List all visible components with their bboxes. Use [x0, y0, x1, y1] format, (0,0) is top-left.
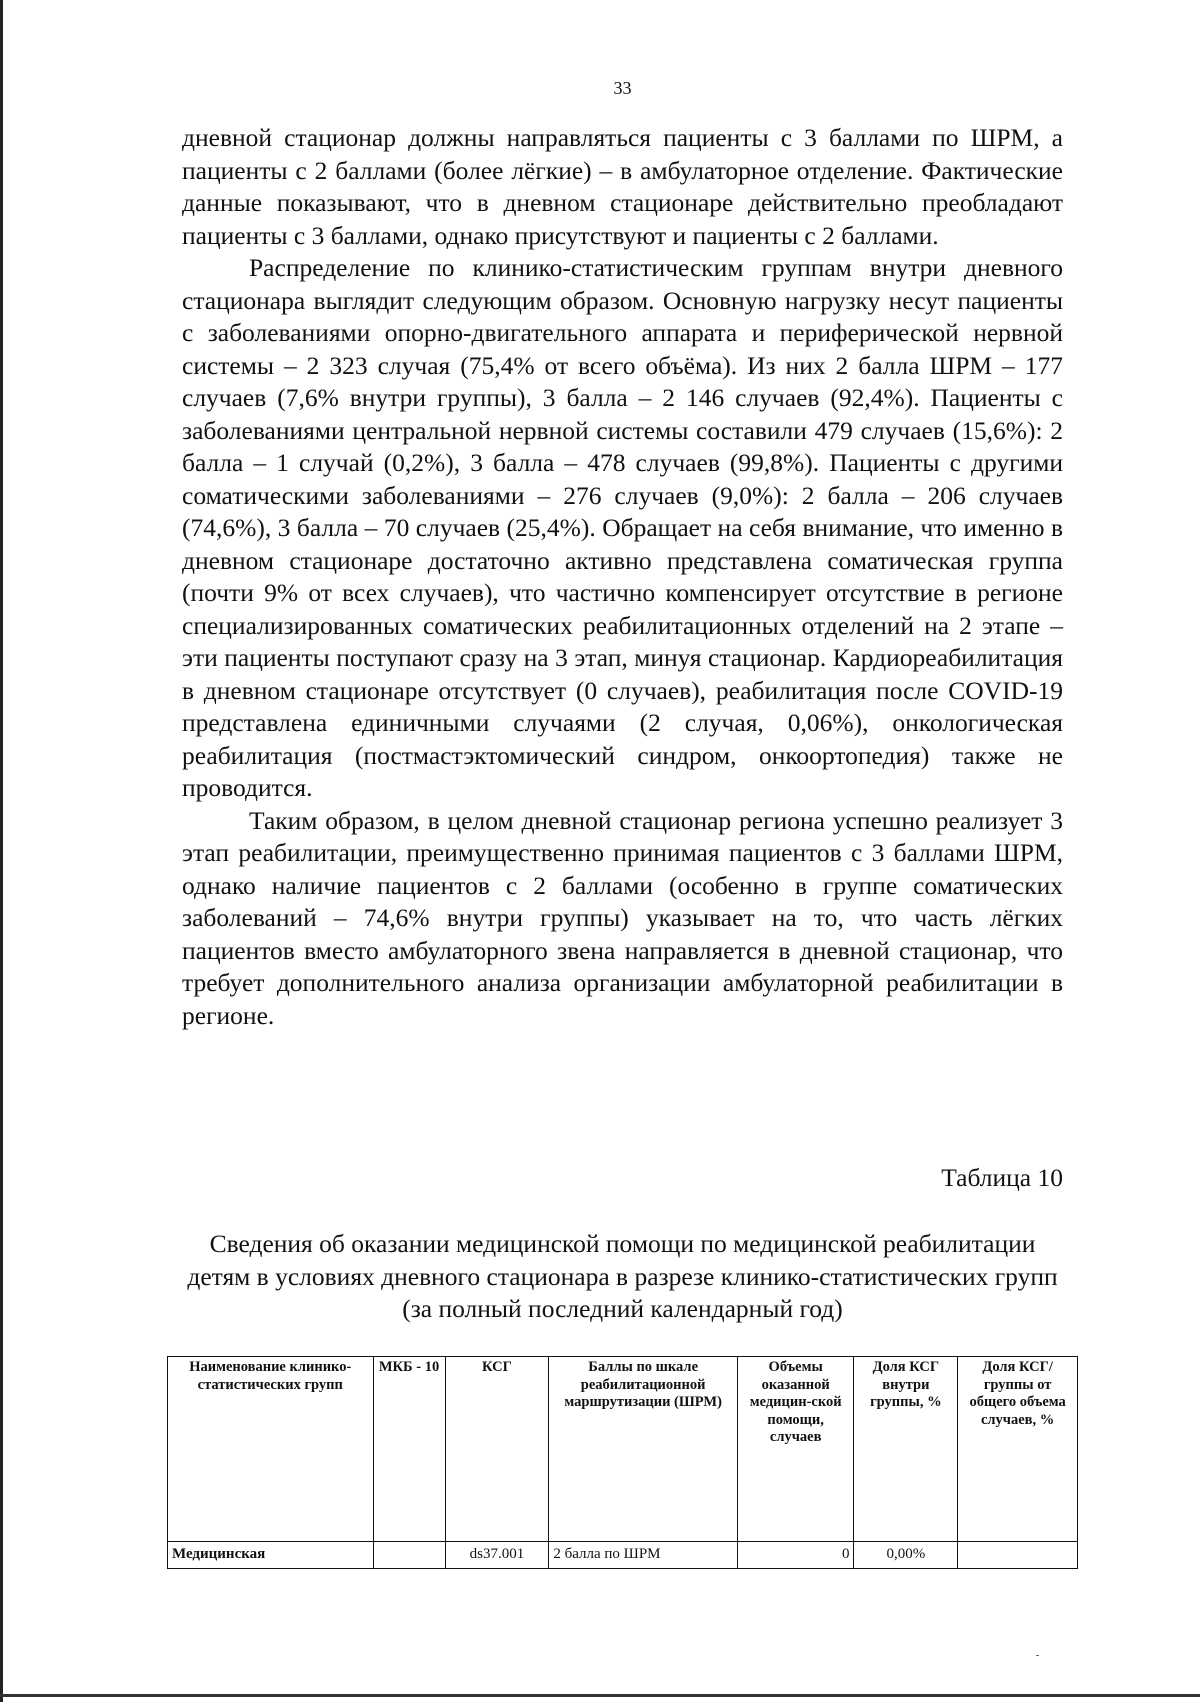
body-text	[182, 122, 1063, 1032]
cell-group-name: Медицинская	[168, 1542, 374, 1569]
header-group-name: Наименование клинико-статистических групп	[168, 1357, 374, 1542]
page-edge-left	[0, 0, 3, 1702]
cell-shrm-score: 2 балла по ШРМ	[549, 1542, 738, 1569]
paragraph-3: Таким образом, в целом дневной стационар региона успешно реализует 3 этап реабилитации, преимущественно принимая пациентов с 3 баллами ШРМ, однако наличие пациентов с 2 баллами (особенно в группе соматических заболеваний – 74,6% внутри группы) указывает на то, что часть лёгких пациентов вместо амбулаторного звена направляется в дневной стационар, что требует дополнительного анализа организации амбулаторной реабилитации в регионе.	[182, 805, 1063, 1030]
header-case-volume: Объемы оказанной медицин-ской помощи, случаев	[737, 1357, 854, 1542]
header-share-in-group: Доля КСГ внутри группы, %	[854, 1357, 958, 1542]
header-icd10: МКБ - 10	[373, 1357, 445, 1542]
table-title: Сведения об оказании медицинской помощи по медицинской реабилитации детям в условиях дневного стационара в разрезе клинико-статистических групп (за полный последний календарный год)	[187, 1229, 1058, 1323]
cell-share-of-total	[958, 1542, 1078, 1569]
header-share-of-total: Доля КСГ/группы от общего объема случаев, %	[958, 1357, 1078, 1542]
cell-share-in-group: 0,00%	[854, 1542, 958, 1569]
header-shrm-score: Баллы по шкале реабилитационной маршрутизации (ШРМ)	[549, 1357, 738, 1542]
cell-ksg: ds37.001	[445, 1542, 549, 1569]
page-number: 33	[613, 78, 632, 98]
page-edge-bottom	[0, 1694, 1200, 1697]
scan-speck	[1036, 1655, 1039, 1656]
cell-case-volume: 0	[737, 1542, 854, 1569]
paragraph-1: дневной стационар должны направляться пациенты с 3 баллами по ШРМ, а пациенты с 2 баллами (более лёгкие) – в амбулаторное отделение. Фактические данные показывают, что в дневном стационаре действительно преобладают пациенты с 3 баллами, однако присутствуют и пациенты с 2 баллами.	[182, 123, 1063, 250]
data-table	[167, 1356, 1078, 1569]
paragraph-2: Распределение по клинико-статистическим группам внутри дневного стационара выглядит следующим образом. Основную нагрузку несут пациенты с заболеваниями опорно-двигательного аппарата и периферической нервной системы – 2 323 случая (75,4% от всего объёма). Из них 2 балла ШРМ – 177 случаев (7,6% внутри группы), 3 балла – 2 146 случаев (92,4%). Пациенты с заболеваниями центральной нервной системы составили 479 случаев (15,6%): 2 балла – 1 случай (0,2%), 3 балла – 478 случаев (99,8%). Пациенты с другими соматическими заболеваниями – 276 случаев (9,0%): 2 балла – 206 случаев (74,6%), 3 балла – 70 случаев (25,4%). Обращает на себя внимание, что именно в дневном стационаре достаточно активно представлена соматическая группа (почти 9% от всех случаев), что частично компенсирует отсутствие в регионе специализированных соматических реабилитационных отделений на 2 этапе – эти пациенты поступают сразу на 3 этап, минуя стационар. Кардиореабилитация в дневном стационаре отсутствует (0 случаев), реабилитация после COVID-19 представлена единичными случаями (2 случая, 0,06%), онкологическая реабилитация (постмастэктомический синдром, онкоортопедия) также не проводится.	[182, 253, 1063, 802]
header-ksg: КСГ	[445, 1357, 549, 1542]
table-header-row	[168, 1357, 1078, 1542]
table-row	[168, 1542, 1078, 1569]
table-label: Таблица 10	[941, 1163, 1063, 1192]
cell-icd10	[373, 1542, 445, 1569]
